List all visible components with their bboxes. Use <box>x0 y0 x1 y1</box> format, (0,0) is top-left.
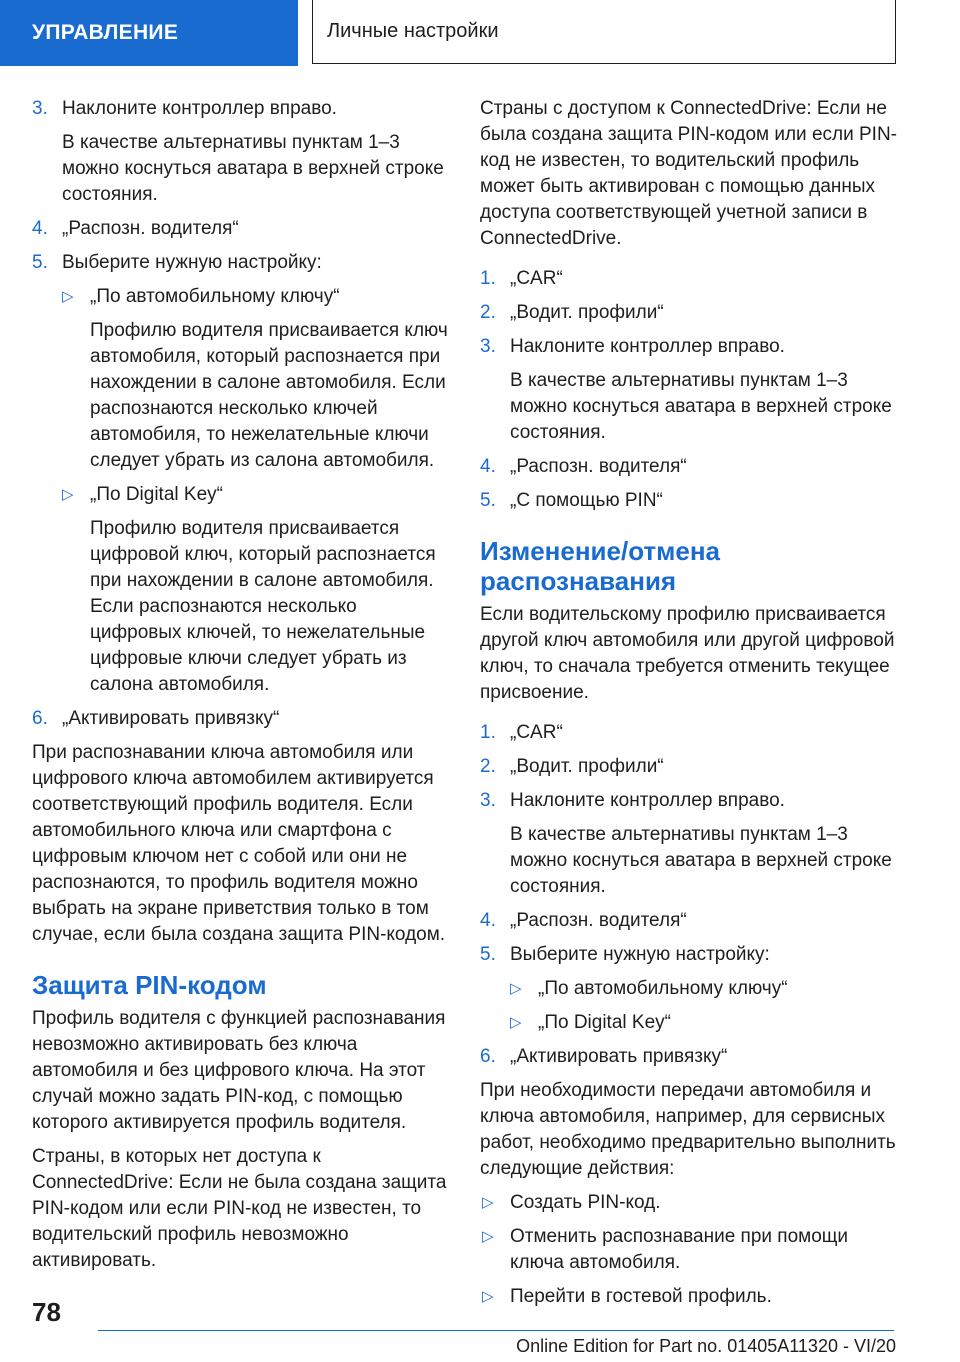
step-text: Выберите нужную настройку: <box>510 944 770 965</box>
bullet-text: Перейти в гостевой профиль. <box>510 1286 772 1307</box>
list-item <box>480 788 900 814</box>
list-item <box>32 706 452 732</box>
right-column <box>480 96 900 1318</box>
step-text: „Распозн. водителя“ <box>62 218 239 239</box>
step-number: 5. <box>480 490 496 511</box>
list-item <box>480 454 900 480</box>
step-number: 5. <box>32 252 48 273</box>
bullet-item <box>32 482 452 508</box>
list-item <box>480 266 900 292</box>
list-item <box>480 1044 900 1070</box>
list-item <box>480 334 900 360</box>
page-number: 78 <box>32 1297 61 1327</box>
bullet-text: „По Digital Key“ <box>538 1012 671 1033</box>
paragraph: Профиль водителя с функцией распознавания невозможно активировать без ключа автомобиля и без цифрового ключа. На этот случай можно задать PIN-код, с помощью которого активируется профиль водителя. <box>32 1008 446 1133</box>
bullet-text: Создать PIN-код. <box>510 1192 661 1213</box>
list-item <box>480 488 900 514</box>
left-column <box>32 96 452 1282</box>
step-note: В качестве альтернативы пунктам 1–3 можно коснуться аватара в верхней строке состояния. <box>510 370 892 443</box>
step-text: „Водит. профили“ <box>510 302 664 323</box>
step-text: „CAR“ <box>510 268 563 289</box>
bullet-item <box>480 1190 900 1216</box>
step-text: „Активировать привязку“ <box>62 708 280 729</box>
step-text: Выберите нужную настройку: <box>62 252 322 273</box>
step-number: 4. <box>480 456 496 477</box>
bullet-item <box>480 976 900 1002</box>
paragraph: Страны с доступом к ConnectedDrive: Если не была создана защита PIN-кодом или если PIN-код не известен, то водительский профиль может быть активирован с помощью данных доступа соответствующей учетной записи в ConnectedDrive. <box>480 98 897 249</box>
paragraph: Страны, в которых нет доступа к ConnectedDrive: Если не была создана защита PIN-кодом или если PIN-код не известен, то водительский профиль невозможно активировать. <box>32 1146 447 1271</box>
step-text: „С помощью PIN“ <box>510 490 663 511</box>
step-text: „Водит. профили“ <box>510 756 664 777</box>
step-note: В качестве альтернативы пунктам 1–3 можно коснуться аватара в верхней строке состояния. <box>510 824 892 897</box>
list-item <box>480 942 900 968</box>
step-number: 4. <box>480 910 496 931</box>
step-text: Наклоните контроллер вправо. <box>510 336 785 357</box>
step-text: „Активировать привязку“ <box>510 1046 728 1067</box>
bullet-text: „По Digital Key“ <box>90 484 223 505</box>
step-text: „Распозн. водителя“ <box>510 456 687 477</box>
section-heading: Защита PIN-кодом <box>32 970 267 1000</box>
triangle-bullet-icon: ▷ <box>510 1014 522 1031</box>
step-text: „CAR“ <box>510 722 563 743</box>
step-number: 6. <box>32 708 48 729</box>
section-heading: Изменение/отмена распознавания <box>480 536 721 596</box>
list-item <box>32 216 452 242</box>
footer-divider <box>98 1330 894 1331</box>
step-number: 2. <box>480 756 496 777</box>
paragraph: При распознавании ключа автомобиля или цифрового ключа автомобилем активируется соответствующий профиль водителя. Если автомобильного ключа или смартфона с цифровым ключом нет с собой или они не распознаются, то профиль водителя можно выбрать на экране приветствия только в том случае, если была создана защита PIN-кодом. <box>32 742 446 945</box>
paragraph: Если водительскому профилю присваивается другой ключ автомобиля или другой цифровой ключ, то сначала требуется отменить текущее присвоение. <box>480 604 895 703</box>
list-item <box>480 754 900 780</box>
bullet-description: Профилю водителя присваивается цифровой ключ, который распознается при нахождении в салоне автомобиля. Если распознаются несколько цифровых ключей, то нежелательные цифровые ключи следует убрать из салона автомобиля. <box>90 518 436 695</box>
triangle-bullet-icon: ▷ <box>482 1228 494 1245</box>
step-number: 3. <box>480 790 496 811</box>
step-number: 5. <box>480 944 496 965</box>
triangle-bullet-icon: ▷ <box>62 486 74 503</box>
paragraph: При необходимости передачи автомобиля и ключа автомобиля, например, для сервисных работ, необходимо предварительно выполнить следующие действия: <box>480 1080 896 1179</box>
triangle-bullet-icon: ▷ <box>62 288 74 305</box>
step-number: 4. <box>32 218 48 239</box>
bullet-text: „По автомобильному ключу“ <box>90 286 340 307</box>
step-number: 3. <box>480 336 496 357</box>
step-text: Наклоните контроллер вправо. <box>62 98 337 119</box>
bullet-item <box>480 1224 900 1276</box>
step-number: 3. <box>32 98 48 119</box>
list-item <box>480 720 900 746</box>
step-number: 1. <box>480 268 496 289</box>
step-number: 2. <box>480 302 496 323</box>
list-item <box>480 300 900 326</box>
bullet-item <box>32 284 452 310</box>
list-item <box>32 96 452 122</box>
step-number: 1. <box>480 722 496 743</box>
bullet-item <box>480 1010 900 1036</box>
section-tab: УПРАВЛЕНИЕ <box>0 0 298 66</box>
bullet-item <box>480 1284 900 1310</box>
triangle-bullet-icon: ▷ <box>510 980 522 997</box>
list-item <box>480 908 900 934</box>
bullet-description: Профилю водителя присваивается ключ автомобиля, который распознается при нахождении в салоне автомобиля. Если распознаются несколько ключей автомобиля, то нежелательные ключи следует убрать из салона автомобиля. <box>90 320 448 471</box>
footer-edition: Online Edition for Part no. 01405A11320 - VI/20 <box>516 1336 896 1356</box>
step-number: 6. <box>480 1046 496 1067</box>
triangle-bullet-icon: ▷ <box>482 1288 494 1305</box>
bullet-text: „По автомобильному ключу“ <box>538 978 788 999</box>
step-text: „Распозн. водителя“ <box>510 910 687 931</box>
step-text: Наклоните контроллер вправо. <box>510 790 785 811</box>
list-item <box>32 250 452 276</box>
triangle-bullet-icon: ▷ <box>482 1194 494 1211</box>
bullet-text: Отменить распознавание при помощи ключа автомобиля. <box>510 1226 849 1273</box>
step-note: В качестве альтернативы пунктам 1–3 можно коснуться аватара в верхней строке состояния. <box>62 132 444 205</box>
chapter-title: Личные настройки <box>312 0 896 64</box>
page-header <box>0 0 960 66</box>
